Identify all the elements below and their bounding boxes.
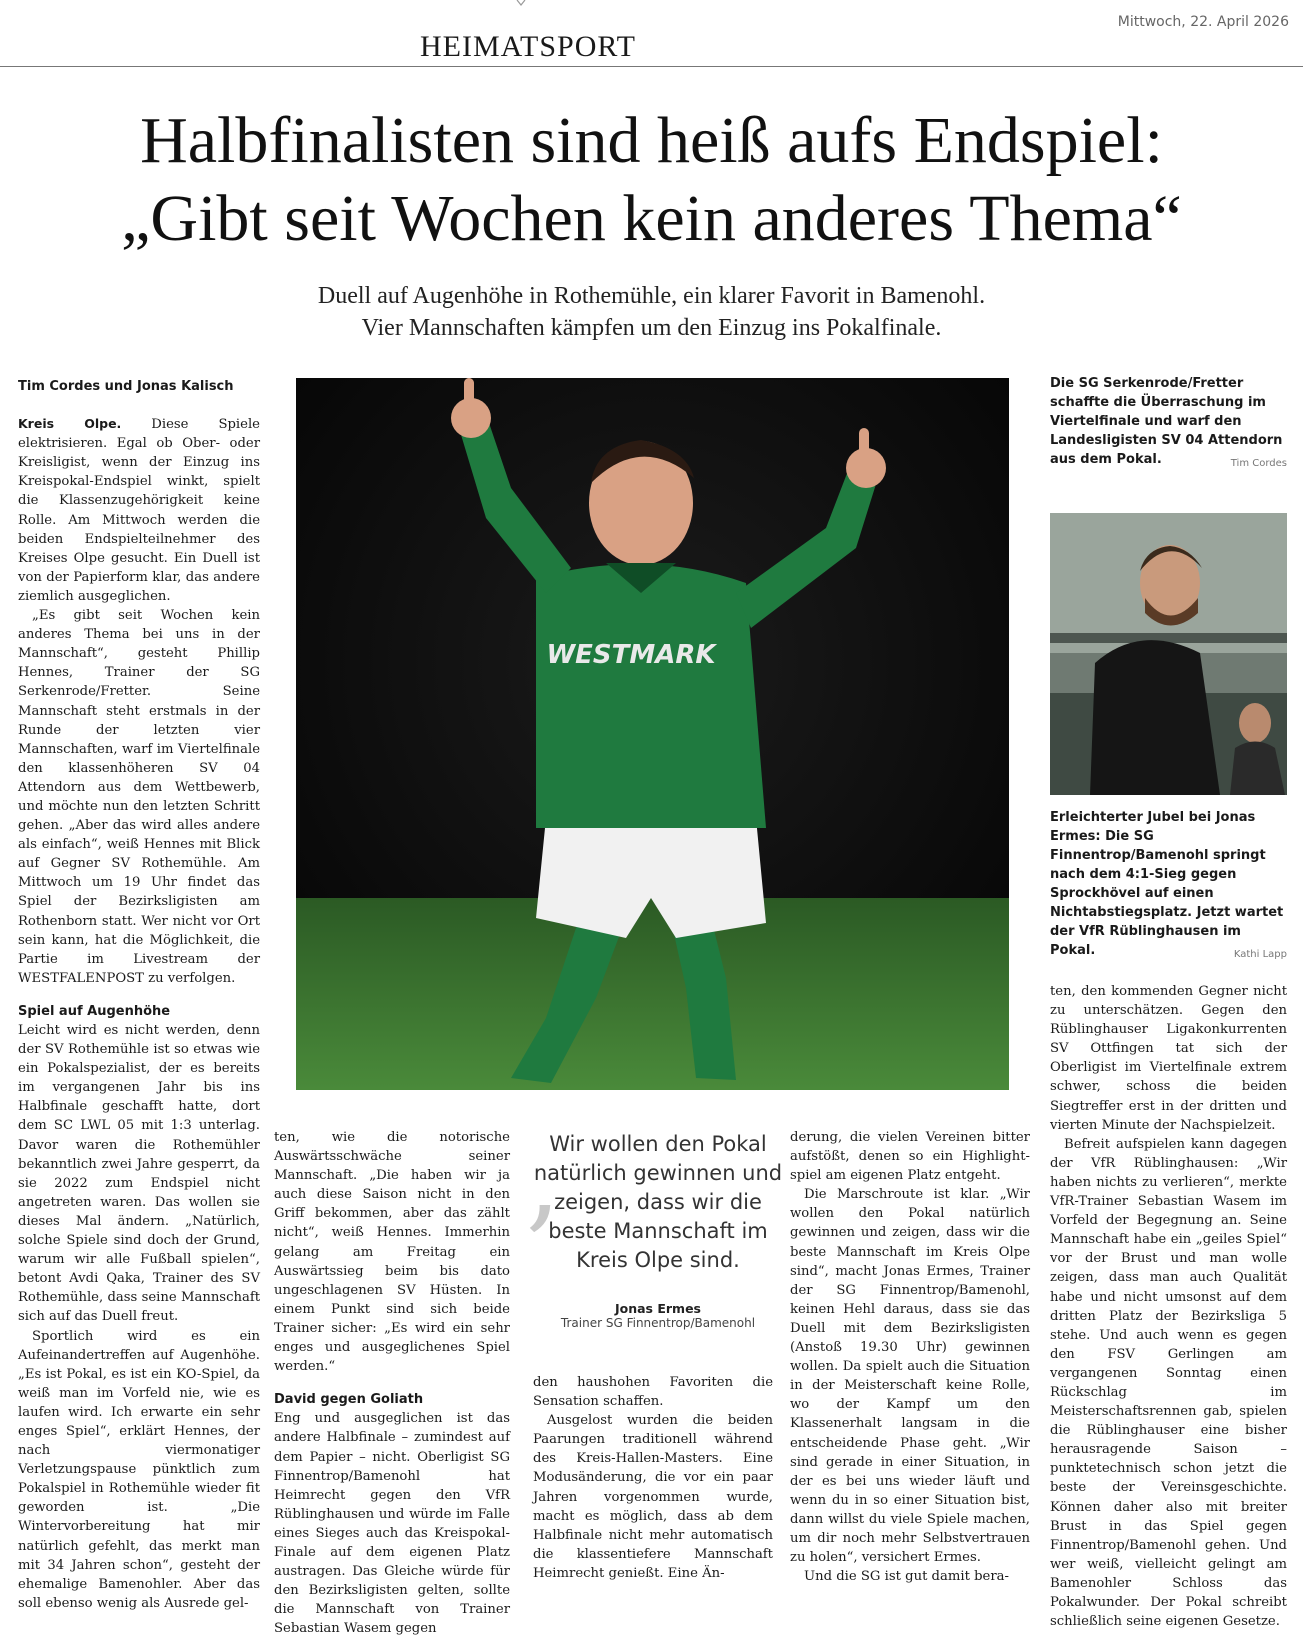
celebrating-player-image <box>296 378 1009 1090</box>
photo-credit: Tim Cordes <box>1230 458 1287 469</box>
article-paragraph: Ausgelost wurden die beiden Paarungen traditionell während des Kreis-Hallen-Masters. Eine Modusänderung, die vor ein paar Jahren vorgenommen wurde, macht es möglich, dass ab dem Halbfinale nicht mehr automatisch die klassentiefere Mannschaft Heimrecht genießt. Eine Än- <box>533 1413 773 1581</box>
pull-quote-role: Trainer SG Finnentrop/Bamenohl <box>560 1316 756 1330</box>
pull-quote <box>525 1115 783 1330</box>
article-paragraph: Leicht wird es nicht werden, denn der SV Rothemühle ist so etwas wie ein Pokalspezialist, der es bereits im vergangenen Jahr bis ins Halbfinale geschafft hatte, dort dem SC LWL 05 mit 1:3 unterlag. Davor waren die Rothemühler bekanntlich zwei Jahre gesperrt, da sie 2022 zum Endspiel nicht angetreten waren. Das wollen sie dieses Mal ändern. „Natürlich, solche Spiele sind doch der Grund, warum wir alle Fußball spielen“, betont Avdi Qaka, Trainer des SV Rothemühle, dass seine Mannschaft sich auf das Duell freut. <box>18 1023 260 1325</box>
photo-credit: Kathi Lapp <box>1233 949 1287 960</box>
dateline: Kreis Olpe. <box>18 416 122 432</box>
header-divider <box>0 66 1303 67</box>
headline-line-2: „Gibt seit Wochen kein anderes Thema“ <box>121 182 1182 255</box>
section-title: HEIMATSPORT <box>420 30 636 63</box>
issue-date: Mittwoch, 22. April 2026 <box>1117 14 1289 30</box>
pull-quote-author: Jonas Ermes <box>614 1301 701 1316</box>
headline-line-1: Halbfinalisten sind heiß aufs Endspiel: <box>140 104 1163 177</box>
article-paragraph: Und die SG ist gut damit bera- <box>804 1569 1009 1585</box>
article-paragraph: „Es gibt seit Wochen kein anderes Thema bei uns in der Mannschaft“, gesteht Phillip Hennes, Trainer der SG Serkenrode/Fretter. Seine Mannschaft steht erstmals in der Runde der letzten vier Mannschaften, warf im Viertelfinale den klassenhöheren SV 04 Attendorn aus dem Wettbewerb, und möchte nun den letzten Schritt gehen. „Aber das wird alles andere als einfach“, weiß Hennes mit Blick auf Gegner SV Rothemühle. Am Mittwoch um 19 Uhr findet das Spiel der Bezirksligisten am Rothenborn statt. Wer nicht vor Ort sein kann, hat die Möglichkeit, die Partie im Livestream der WESTFALENPOST zu verfolgen. <box>18 608 260 986</box>
subhead-line-2: Vier Mannschaften kämpfen um den Einzug ins Pokalfinale. <box>361 315 942 341</box>
article-paragraph: Eng und ausgeglichen ist das andere Halbfinale – zumindest auf dem Papier – nicht. Oberligist SG Finnentrop/Bamenohl hat Heimrecht gegen den VfR Rüblinghausen und würde im Falle eines Sieges auch das Kreispokal-Finale auf dem eigenen Platz austragen. Das Gleiche würde für den Bezirksligisten gelten, sollte die Mannschaft von Trainer Sebastian Wasem gegen <box>274 1411 510 1637</box>
article-column-2 <box>274 1128 510 1638</box>
article-paragraph: Die Marschroute ist klar. „Wir wollen den Pokal natürlich gewinnen und zeigen, dass wir die beste Mannschaft im Kreis Olpe sind“, macht Jonas Ermes, Trainer der SG Finnentrop/Bamenohl, keinen Hehl daraus, dass sie das Duell mit dem Bezirksligisten (Anstoß 19.30 Uhr) gewinnen wollen. Da spielt auch die Situation in der Meisterschaft keine Rolle, wo der Kampf um den Klassenerhalt langsam in die entscheidende Phase geht. „Wir sind gerade in einer Situation, in der es bei uns wieder läuft und wenn du in so einer Situation bist, dann willst du viele Spiele machen, um dir noch mehr Selbstvertrauen zu holen“, versichert Ermes. <box>790 1187 1030 1566</box>
article-paragraph: ten, wie die notorische Auswärtsschwäche seiner Mannschaft. „Die haben wir ja auch diese Saison nicht in den Griff bekommen, aber das zählt nicht“, weiß Hennes. Immerhin gelang am Freitag ein Auswärtssieg beim bis dato ungeschlagenen SV Hüsten. In einem Punkt sind sich beide Trainer sicher: „Es wird ein sehr enges und ausgeglichenes Spiel werden.“ <box>274 1130 510 1375</box>
article-column-1 <box>18 377 260 1613</box>
article-column-4 <box>790 1128 1030 1586</box>
article-paragraph: Kreis Olpe. Diese Spiele elektrisieren. Egal ob Ober- oder Kreisligist, wenn der Einzug ins Kreispokal-Endspiel winkt, spielt die Klassenzugehörigkeit keine Rolle. Am Mittwoch werden die beiden Endspielteilnehmer des Kreises Olpe gesucht. Ein Duell ist von der Papierform klar, das andere ziemlich ausgeglichen. <box>18 416 260 604</box>
article-paragraph: derung, die vielen Vereinen bitter aufstößt, denen so ein Highlight-spiel am eigenen Platz entgeht. <box>790 1130 1030 1184</box>
main-photo <box>296 378 1009 1090</box>
photo-caption-1: Die SG Serkenrode/Fretter schaffte die Überraschung im Viertelfinale und warf den Landesligisten SV 04 Attendorn aus dem Pokal. Tim Cordes <box>1050 374 1287 473</box>
subhead-line-1: Duell auf Augenhöhe in Rothemühle, ein klarer Favorit in Bamenohl. <box>317 283 986 309</box>
coach-photo-image <box>1050 513 1287 795</box>
article-subheading: David gegen Goliath <box>274 1392 424 1408</box>
page-header <box>0 0 1303 70</box>
article-paragraph: Befreit aufspielen kann dagegen der VfR Rüblinghausen: „Wir haben nichts zu verlieren“, merkte VfR-Trainer Sebastian Wasem im Vorfeld der Begegnung an. Seine Mannschaft habe ein „geiles Spiel“ vor der Brust und man wolle zeigen, dass man auch Qualität habe und nicht umsonst auf dem dritten Platz der Bezirksliga 5 stehe. Und auch wenn es gegen den FSV Gerlingen am vergangenen Sonntag einen Rückschlag im Meisterschaftsrennen gab, spielen die Rüblinghauser eine bisher herausragende Saison – punktetechnisch schon jetzt die beste der Vereinsgeschichte. Können daher also mit breiter Brust in das Spiel gegen Finnentrop/Bamenohl gehen. Und wer weiß, vielleicht gelingt am Bamenohler Schloss das Pokalwunder. Der Pokal schreibt schließlich seine eigenen Gesetze. <box>1050 1136 1287 1630</box>
article-paragraph: Sportlich wird es ein Aufeinandertreffen auf Augenhöhe. „Es ist Pokal, es ist ein KO-Spiel, da weiß man im Vorfeld nie, wie es laufen wird. Ich erwarte ein sehr enges Spiel“, erklärt Hennes, der nach viermonatiger Verletzungspause pünktlich zum Pokalspiel in Rothemühle wieder fit geworden ist. „Die Wintervorbereitung hat mir natürlich gefehlt, das merkt man mit 34 Jahren schon“, gesteht der ehemalige Bamenohler. Aber das soll ebenso wenig als Ausrede gel- <box>18 1328 260 1611</box>
pull-quote-text: Wir wollen den Pokal natürlich gewinnen und zeigen, dass wir die beste Mannschaft im Kreis Olpe sind. <box>533 1132 783 1272</box>
article-paragraph: den haushohen Favoriten die Sensation schaffen. <box>533 1375 773 1410</box>
article-subheading: Spiel auf Augenhöhe <box>18 1003 171 1019</box>
article-column-3 <box>533 1373 773 1583</box>
article-headline <box>0 102 1303 258</box>
secondary-photo <box>1050 513 1287 795</box>
article-authors: Tim Cordes und Jonas Kalisch <box>18 379 234 394</box>
article-column-5 <box>1050 982 1287 1631</box>
chevron-down-icon <box>516 0 526 6</box>
photo-caption-2: Erleichterter Jubel bei Jonas Ermes: Die SG Finnentrop/Bamenohl springt nach dem 4:1-Sieg gegen Sprockhövel auf einen Nichtabstiegsplatz. Jetzt wartet der VfR Rüblinghausen im Pokal. Kathi Lapp <box>1050 808 1287 964</box>
article-paragraph: ten, den kommenden Gegner nicht zu unterschätzen. Gegen den Rüblinghauser Ligakonkurrenten SV Ottfingen tat sich der Oberligist im Viertelfinale extrem schwer, schoss die beiden Siegtreffer erst in der dritten und vierten Minute der Nachspielzeit. <box>1050 984 1287 1133</box>
shirt-sponsor-text: WESTMARK <box>546 640 716 670</box>
article-subheadline <box>0 280 1303 344</box>
quote-mark-icon: ‚ <box>525 1115 560 1243</box>
